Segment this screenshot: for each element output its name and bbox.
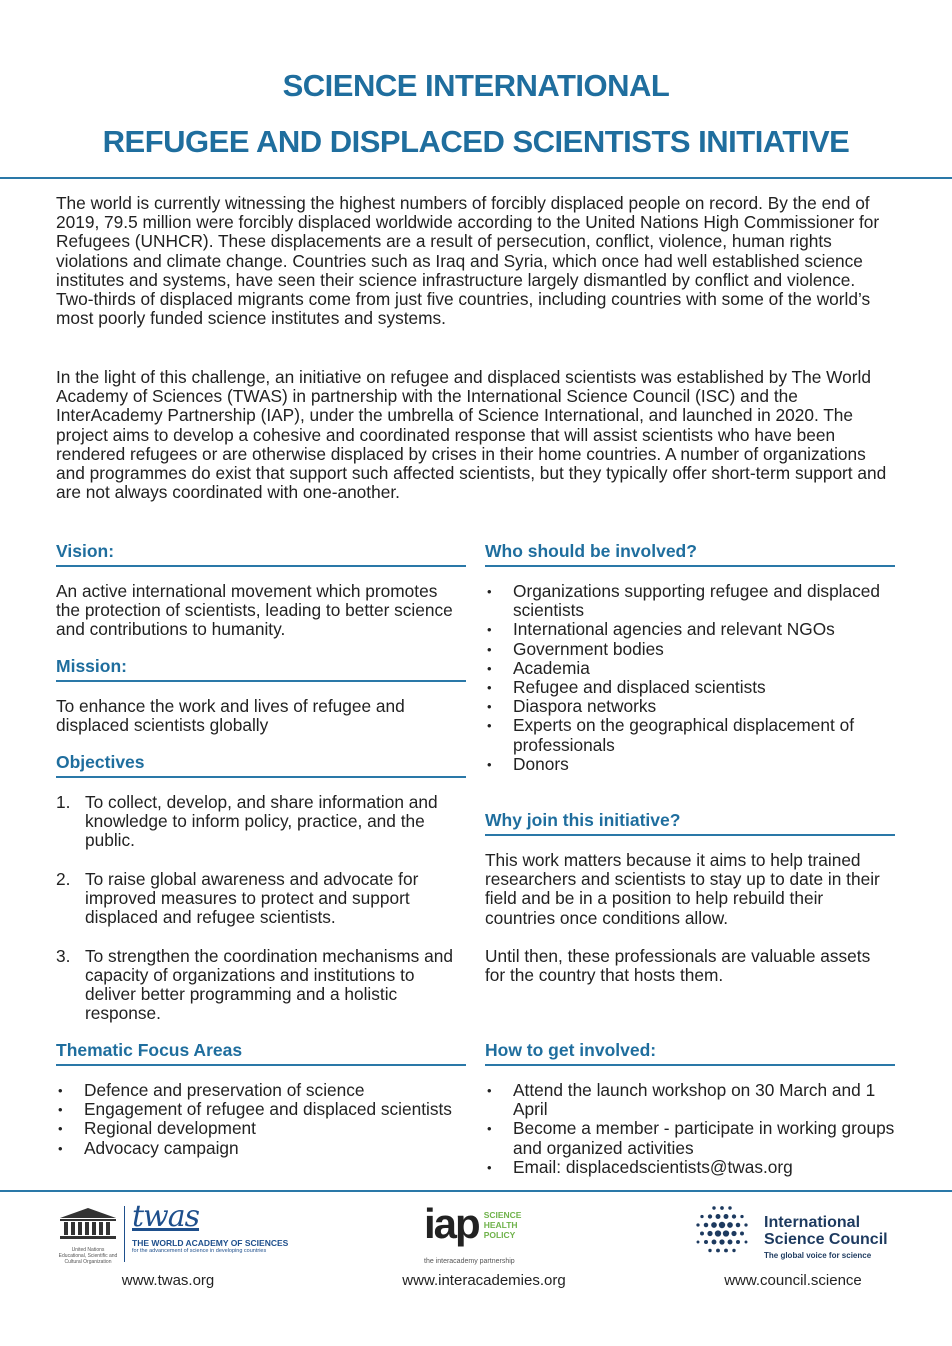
thematic-heading: Thematic Focus Areas (56, 1040, 466, 1066)
how-list (485, 1081, 895, 1177)
twas-logo (132, 1200, 292, 1254)
header-divider (0, 177, 952, 179)
mission-text: To enhance the work and lives of refugee and displaced scientists globally (56, 696, 405, 736)
intro-paragraph-1: The world is currently witnessing the highest numbers of forcibly displaced people on record. By the end of 2019, 79.5 million were forcibly displaced worldwide according to the United Nations High Commissioner for Refugees (UNHCR). These displacements are a result of persecution, conflict, violence, human rights violations and climate change. Countries such as Iraq and Syria, which once had well established science institutes and systems, have seen their science infrastructure largely dismantled by conflict and violence. Two-thirds of displaced migrants come from just five countries, including countries with some of the world’s most poorly funded science institutes and systems. (56, 193, 880, 329)
isc-dot (716, 1214, 721, 1219)
isc-name-line2: Science Council (764, 1231, 888, 1248)
isc-dot (696, 1223, 699, 1226)
list-item: • Advocacy campaign (56, 1139, 466, 1158)
intro-paragraph-2: In the light of this challenge, an initiative on refugee and displaced scientists was established by The World Academy of Sciences (TWAS) in partnership with the International Science Council (ISC) and the InterAcademy Partnership (IAP), under the umbrella of Science International, and launched in 2020. The project aims to develop a cohesive and coordinated response that will assist scientists who have been rendered refugees or are otherwise displaced by crises in their home countries. A number of organizations and programmes do exist that support such affected scientists, but they typically offer short-term support and are not always coordinated with one-another. (56, 367, 887, 503)
list-item: • Experts on the geographical displacement of professionals (485, 716, 895, 754)
list-item: • Engagement of refugee and displaced scientists (56, 1100, 466, 1119)
isc-dot (712, 1240, 717, 1245)
who-list (485, 582, 895, 774)
isc-dot (707, 1231, 712, 1236)
thematic-section (56, 1040, 466, 1158)
footer-divider (0, 1190, 952, 1192)
objective-item: 2. To raise global awareness and advocate for improved measures to protect and support displaced and refugee scientists. (56, 868, 419, 928)
isc-dot (712, 1206, 715, 1209)
isc-dot (700, 1215, 703, 1218)
vision-text: An active international movement which promotes the protection of scientists, leading to better science and contributions to humanity. (56, 581, 453, 640)
isc-dot (715, 1230, 721, 1236)
vision-heading: Vision: (56, 541, 466, 567)
isc-dot (704, 1223, 709, 1228)
why-paragraph-1: This work matters because it aims to help trained researchers and scientists to stay up to date in their field and be in a position to help rebuild their countries once conditions allow. (485, 850, 880, 928)
isc-dot (740, 1232, 744, 1236)
page-title-line2: REFUGEE AND DISPLACED SCIENTISTS INITIATIVE (102, 124, 850, 159)
isc-dots-icon (692, 1204, 752, 1256)
unesco-logo: United Nations Educational, Scientific and Cultural Organization (56, 1206, 120, 1262)
list-item: • Academia (485, 659, 895, 678)
isc-dot (731, 1231, 736, 1236)
isc-dot (744, 1223, 747, 1226)
list-item: • Donors (485, 755, 895, 774)
vision-section (56, 541, 466, 640)
list-item: • Diaspora networks (485, 697, 895, 716)
isc-tagline: The global voice for science (764, 1251, 872, 1260)
how-heading: How to get involved: (485, 1040, 895, 1066)
isc-dot (704, 1240, 708, 1244)
objectives-section (56, 752, 466, 1043)
isc-dot (719, 1222, 725, 1228)
isc-dot (736, 1223, 741, 1228)
who-heading: Who should be involved? (485, 541, 895, 567)
thematic-list (56, 1081, 466, 1158)
isc-dot (740, 1215, 743, 1218)
why-heading: Why join this initiative? (485, 810, 895, 836)
mission-section (56, 656, 466, 735)
list-item: • International agencies and relevant NGOs (485, 620, 895, 639)
isc-dot (728, 1206, 731, 1209)
isc-dot (711, 1222, 717, 1228)
isc-dot (723, 1230, 729, 1236)
how-section (485, 1040, 895, 1177)
list-item: • Attend the launch workshop on 30 March and 1 April (485, 1081, 895, 1119)
iap-url[interactable]: www.interacademies.org (402, 1272, 566, 1289)
twas-tagline: for the advancement of science in developing countries (132, 1248, 267, 1254)
iap-logo: iap SCIENCE HEALTH POLICY the interacademy partnership (424, 1204, 564, 1265)
why-paragraph-2: Until then, these professionals are valuable assets for the country that hosts them. (485, 945, 871, 986)
list-item: • Regional development (56, 1119, 466, 1138)
isc-dot (720, 1206, 724, 1210)
list-item[interactable]: • Email: displacedscientists@twas.org (485, 1158, 895, 1177)
isc-url[interactable]: www.council.science (724, 1272, 862, 1289)
isc-dot (736, 1240, 740, 1244)
list-item: • Become a member - participate in working groups and organized activities (485, 1119, 895, 1157)
why-section (485, 810, 895, 985)
objectives-heading: Objectives (56, 752, 466, 778)
isc-dot (727, 1222, 733, 1228)
isc-dot (697, 1241, 700, 1244)
iap-tagline: the interacademy partnership (424, 1258, 515, 1265)
twas-name: THE WORLD ACADEMY OF SCIENCES (132, 1238, 289, 1248)
isc-logo (764, 1214, 914, 1260)
twas-url[interactable]: www.twas.org (121, 1272, 215, 1289)
isc-dot (700, 1232, 704, 1236)
isc-dot (724, 1249, 728, 1253)
isc-dot (708, 1214, 712, 1218)
isc-dot (732, 1214, 736, 1218)
isc-dot (728, 1240, 733, 1245)
isc-dot (708, 1249, 711, 1252)
logo-separator (124, 1206, 125, 1262)
isc-dot (745, 1241, 748, 1244)
who-section (485, 541, 895, 774)
isc-dot (719, 1239, 724, 1244)
mission-heading: Mission: (56, 656, 466, 682)
isc-dot (732, 1249, 735, 1252)
isc-name-line1: International (764, 1214, 861, 1231)
list-item: • Defence and preservation of science (56, 1081, 466, 1100)
isc-dot (716, 1249, 720, 1253)
list-item: • Organizations supporting refugee and displaced scientists (485, 582, 895, 620)
unesco-temple-icon (56, 1206, 120, 1240)
iap-wordmark: iap (424, 1200, 479, 1247)
objective-item: 3. To strengthen the coordination mechanisms and capacity of organizations and institutions to deliver better programming and a holistic response. (56, 945, 453, 1024)
list-item: • Government bodies (485, 640, 895, 659)
twas-wordmark: twas (132, 1199, 200, 1234)
list-item: • Refugee and displaced scientists (485, 678, 895, 697)
isc-dot (724, 1214, 729, 1219)
page-title-line1: SCIENCE INTERNATIONAL (282, 68, 670, 103)
objectives-list (56, 793, 466, 1023)
objective-item: 1. To collect, develop, and share information and knowledge to inform policy, practice, and the public. (56, 792, 438, 851)
